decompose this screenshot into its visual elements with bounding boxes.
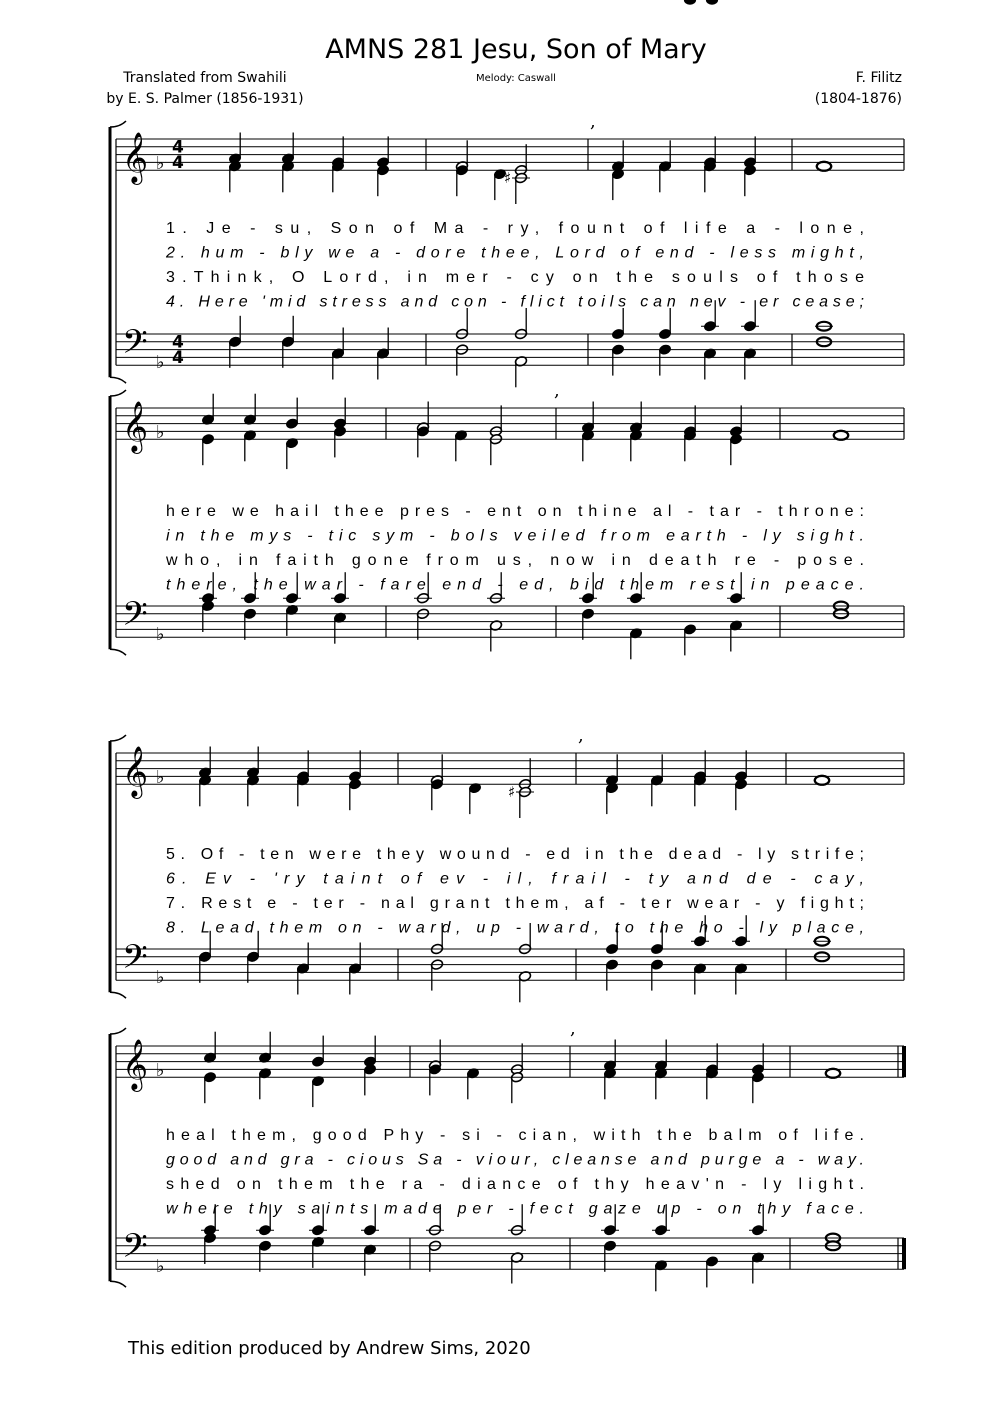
whole-note-head: [817, 162, 831, 171]
whole-note-head: [834, 431, 848, 440]
lyric-line-verse: [165, 552, 864, 569]
lyric-line-verse: [166, 895, 864, 912]
lyric-syllables: 3.Think, O Lord, in mer - cy on the souls of those: [166, 269, 864, 286]
bass-clef: 𝄢: [122, 1227, 148, 1274]
time-signature-digit: 4: [172, 153, 184, 174]
whole-note-head: [815, 776, 829, 785]
lyric-syllables: shed on them the ra - diance of thy heav'n - ly light.: [166, 1176, 864, 1193]
time-signature-digit: 4: [172, 348, 184, 369]
sharp-sign: ♯: [504, 169, 512, 187]
lyric-line-verse: [166, 269, 864, 286]
bracket-bottom-curl: [110, 377, 126, 383]
flat-key-signature: ♭: [156, 153, 165, 175]
lyric-syllables: 2. hum - bly we a - dore thee, Lord of end - less might,: [166, 244, 864, 262]
lyric-line-verse: [166, 220, 864, 237]
lyric-line-verse: [166, 846, 864, 863]
lyric-syllables: good and gra - cious Sa - viour, cleanse and purge a - way.: [166, 1151, 865, 1169]
lyric-syllables: heal them, good Phy - si - cian, with the balm of life.: [166, 1127, 865, 1144]
flat-key-signature: ♭: [156, 1256, 165, 1278]
lyric-line-verse: [166, 1127, 864, 1144]
composer-line-1: F. Filitz: [855, 70, 902, 86]
composer-line-2: (1804-1876): [814, 91, 902, 107]
quarter-note-head: [684, 0, 695, 4]
bracket-top-curl: [110, 121, 126, 127]
lyric-line-verse: [166, 294, 864, 311]
bracket-bottom-curl: [110, 1281, 126, 1287]
treble-staff: [116, 408, 904, 439]
flat-key-signature: ♭: [156, 422, 165, 444]
flat-key-signature: ♭: [156, 624, 165, 646]
time-signature-digit: 4: [172, 332, 184, 353]
music-system-3: [110, 725, 904, 1002]
lyric-line-verse: [166, 503, 864, 520]
edition-credit: This edition produced by Andrew Sims, 2020: [128, 1338, 531, 1359]
lyric-syllables: here we hail thee pres - ent on thine al - tar - throne:: [166, 503, 865, 520]
lyric-syllables: 1. Je - su, Son of Ma - ry, fount of life a - lone,: [166, 220, 864, 237]
sharp-sign: ♯: [508, 783, 516, 801]
lyric-syllables: 4. Here 'mid stress and con - flict toils can nev - er cease;: [166, 293, 865, 311]
treble-clef: 𝄞: [122, 746, 149, 798]
flat-key-signature: ♭: [156, 967, 165, 989]
bracket-top-curl: [110, 1028, 126, 1034]
lyric-line-verse: [166, 528, 864, 545]
lyric-syllables: 5. Of - ten were they wound - ed in the dead - ly strife;: [166, 846, 864, 863]
bracket-top-curl: [110, 390, 126, 396]
lyric-syllables: 7. Rest e - ter - nal grant them, af - ter wear - y fight;: [166, 895, 864, 912]
time-signature-digit: 4: [172, 137, 184, 158]
music-system-2: [110, 0, 904, 659]
lyric-line-verse: [166, 871, 864, 888]
breath-mark: ,: [554, 380, 560, 401]
bass-staff: [116, 1238, 904, 1269]
breath-mark: ,: [578, 725, 584, 746]
quarter-note-head: [706, 0, 717, 4]
whole-note-head: [826, 1069, 840, 1078]
lyric-syllables: there, the war - fare end - ed, bid them rest in peace.: [166, 576, 864, 594]
lyric-syllables: who, in faith gone from us, now in death re - pose.: [166, 552, 864, 569]
lyric-line-verse: [166, 577, 864, 594]
treble-clef: 𝄞: [122, 132, 149, 184]
flat-key-signature: ♭: [156, 1060, 165, 1082]
translator-line-2: by E. S. Palmer (1856-1931): [106, 91, 304, 107]
bracket-bottom-curl: [110, 992, 126, 998]
bracket-top-curl: [110, 735, 126, 741]
lyric-syllables: 6. Ev - 'ry taint of ev - il, frail - ty and de - cay,: [166, 870, 865, 888]
bass-clef: 𝄢: [122, 938, 148, 985]
bracket-bottom-curl: [110, 649, 126, 655]
treble-clef: 𝄞: [122, 401, 149, 453]
bass-staff: [116, 606, 904, 637]
treble-clef: 𝄞: [122, 1039, 149, 1091]
bass-clef: 𝄢: [122, 323, 148, 370]
melody-credit: Melody: Caswall: [476, 73, 556, 84]
music-system-4: [110, 0, 906, 1291]
flat-key-signature: ♭: [156, 767, 165, 789]
treble-staff: [116, 1046, 904, 1077]
flat-key-signature: ♭: [156, 352, 165, 374]
bass-clef: 𝄢: [122, 595, 148, 642]
lyric-line-verse: [166, 920, 864, 937]
lyric-line-verse: [165, 245, 864, 262]
translator-line-1: Translated from Swahili: [123, 70, 287, 86]
breath-mark: ,: [570, 1018, 576, 1039]
lyric-syllables: in the mys - tic sym - bols veiled from earth - ly sight.: [166, 527, 864, 545]
music-system-1: [110, 111, 904, 387]
breath-mark: ,: [590, 111, 596, 132]
lyric-syllables: 8. Lead them on - ward, up - ward, to the ho - ly place,: [166, 919, 864, 937]
lyric-syllables: where thy saints made per - fect gaze up - on thy face.: [166, 1200, 864, 1218]
lyric-line-verse: [166, 1176, 864, 1193]
hymn-title: AMNS 281 Jesu, Son of Mary: [325, 34, 707, 65]
lyric-line-verse: [166, 1152, 864, 1169]
